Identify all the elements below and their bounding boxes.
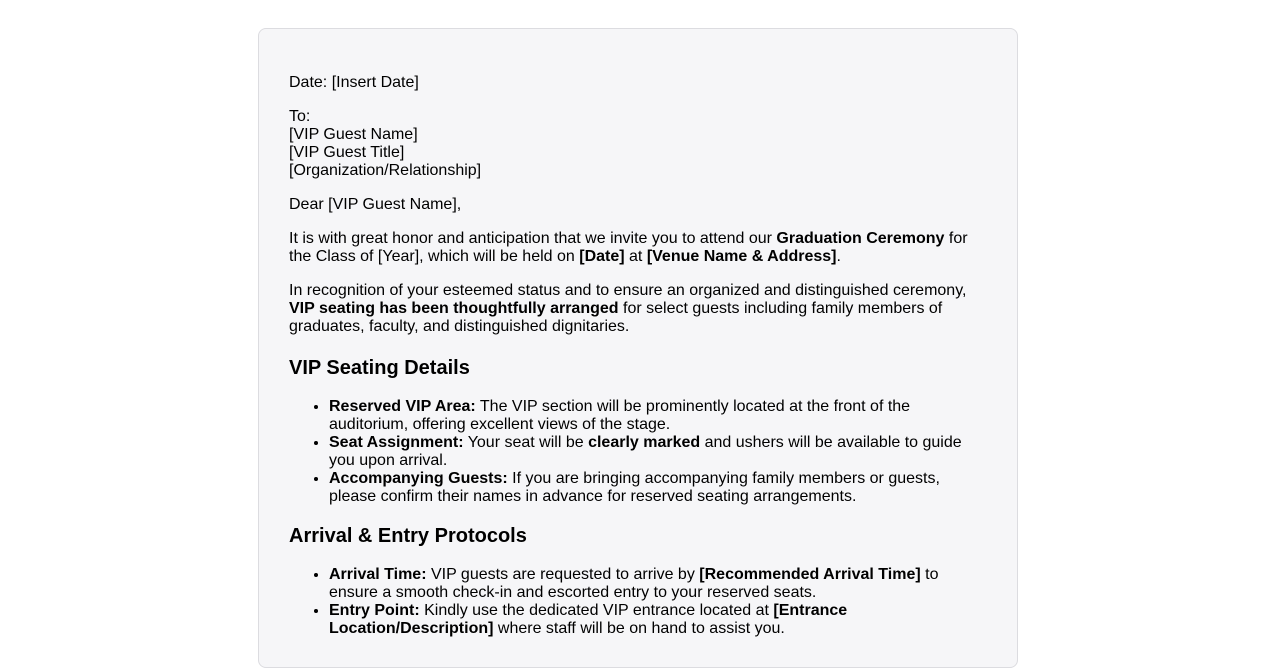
item-text: Your seat will be bbox=[463, 434, 589, 451]
item-label: Accompanying Guests: bbox=[329, 470, 508, 487]
recipient-name: [VIP Guest Name] bbox=[289, 126, 418, 143]
intro-text-1: It is with great honor and anticipation that we invite you to attend our bbox=[289, 230, 777, 247]
recipient-block bbox=[289, 108, 987, 180]
item-bold: [Recommended Arrival Time] bbox=[699, 566, 921, 583]
recipient-title: [VIP Guest Title] bbox=[289, 144, 405, 161]
item-text: Kindly use the dedicated VIP entrance located at bbox=[419, 602, 774, 619]
recognition-text-2: for select guests including family members of graduates, faculty, and distinguished dignitaries. bbox=[289, 300, 943, 335]
list-item bbox=[329, 602, 987, 638]
arrival-heading: Arrival & Entry Protocols bbox=[289, 525, 527, 547]
item-text: The VIP section will be prominently located at the front of the auditorium, offering excellent views of the stage. bbox=[329, 398, 911, 433]
invitation-letter bbox=[258, 28, 1018, 668]
ceremony-name: Graduation Ceremony bbox=[776, 230, 945, 247]
list-item bbox=[329, 470, 987, 506]
item-label: Entry Point: bbox=[329, 602, 420, 619]
item-text: to ensure a smooth check-in and escorted entry to your reserved seats. bbox=[329, 566, 939, 601]
ceremony-date: [Date] bbox=[579, 248, 625, 265]
item-label: Reserved VIP Area: bbox=[329, 398, 476, 415]
arrival-list bbox=[289, 566, 987, 638]
list-item bbox=[329, 434, 987, 470]
salutation: Dear [VIP Guest Name], bbox=[289, 196, 462, 213]
item-text: If you are bringing accompanying family members or guests, please confirm their names in advance for reserved seating arrangements. bbox=[329, 470, 940, 505]
item-text: VIP guests are requested to arrive by bbox=[426, 566, 700, 583]
date-line: Date: [Insert Date] bbox=[289, 74, 419, 91]
recognition-paragraph bbox=[289, 282, 987, 336]
recipient-organization: [Organization/Relationship] bbox=[289, 162, 482, 179]
venue: [Venue Name & Address] bbox=[646, 248, 837, 265]
intro-text-3: at bbox=[624, 248, 647, 265]
recognition-bold: VIP seating has been thoughtfully arranged bbox=[289, 300, 619, 317]
item-bold: [Entrance Location/Description] bbox=[329, 602, 848, 637]
item-bold: clearly marked bbox=[588, 434, 701, 451]
intro-text-2: for the Class of [Year], which will be held on bbox=[289, 230, 968, 265]
list-item bbox=[329, 566, 987, 602]
list-item bbox=[329, 398, 987, 434]
recognition-text-1: In recognition of your esteemed status and to ensure an organized and distinguished ceremony, bbox=[289, 282, 967, 299]
intro-text-4: . bbox=[836, 248, 841, 265]
to-label: To: bbox=[289, 108, 311, 125]
seating-heading: VIP Seating Details bbox=[289, 357, 470, 379]
seating-list bbox=[289, 398, 987, 506]
item-text: and ushers will be available to guide you upon arrival. bbox=[329, 434, 962, 469]
intro-paragraph bbox=[289, 230, 987, 266]
item-label: Seat Assignment: bbox=[329, 434, 464, 451]
item-label: Arrival Time: bbox=[329, 566, 427, 583]
item-text: where staff will be on hand to assist you. bbox=[493, 620, 785, 637]
